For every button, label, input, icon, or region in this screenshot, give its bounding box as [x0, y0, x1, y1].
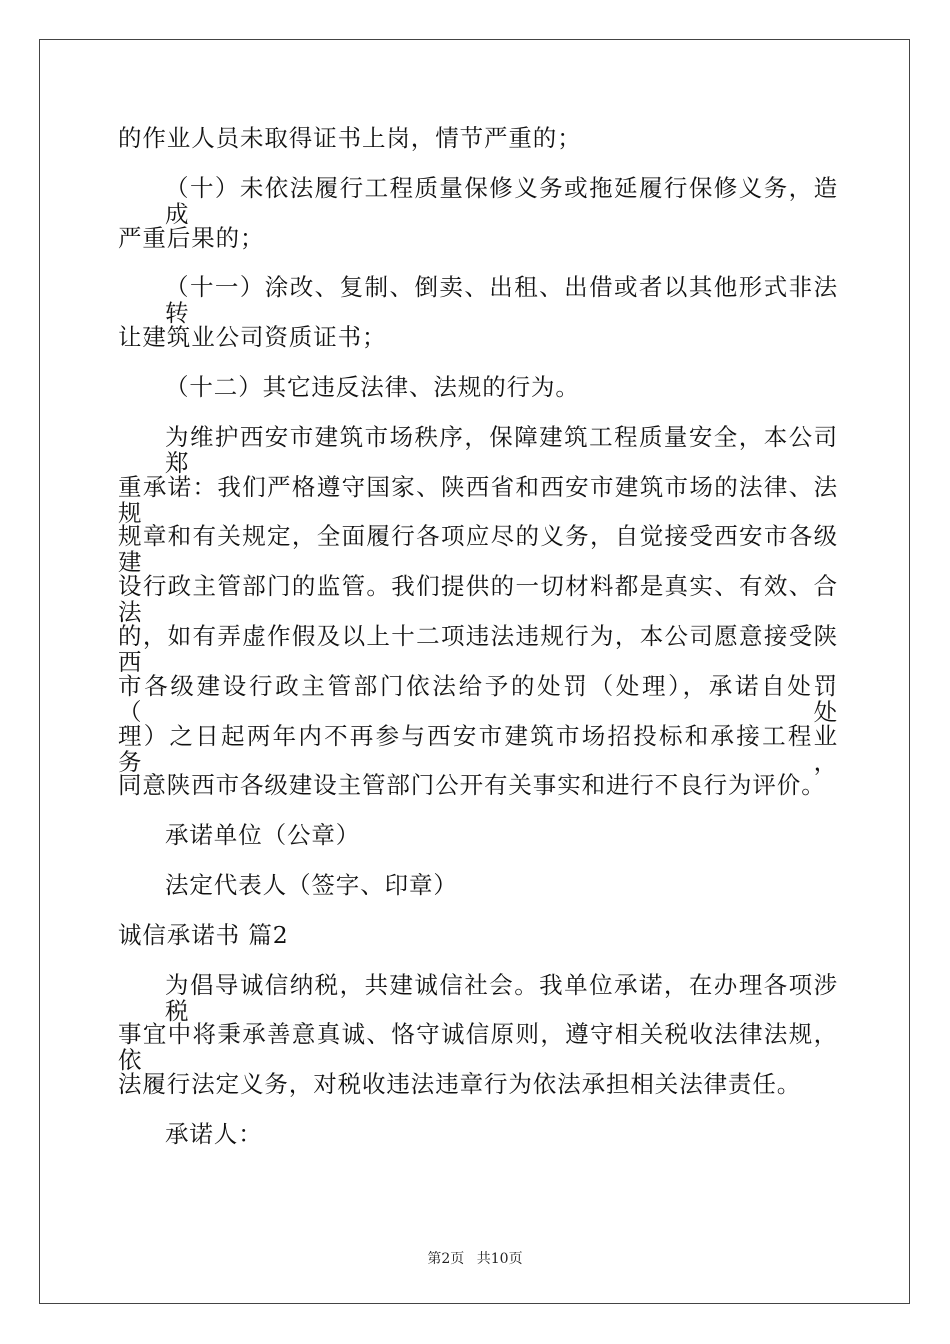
text-line: 同意陕西市各级建设主管部门公开有关事实和进行不良行为评价。 — [118, 771, 826, 800]
text-line: 为维护西安市建筑市场秩序，保障建筑工程质量安全，本公司郑 — [165, 422, 838, 477]
text-line: 法定代表人（签字、印章） — [165, 870, 458, 899]
text-line: 法履行法定义务，对税收违法违章行为依法承担相关法律责任。 — [118, 1070, 802, 1099]
text-line: （十二）其它违反法律、法规的行为。 — [165, 372, 580, 401]
text-line: 规章和有关规定，全面履行各项应尽的义务，自觉接受西安市各级建 — [118, 522, 838, 577]
text-line: 的作业人员未取得证书上岗，情节严重的； — [118, 124, 582, 152]
text-line: 承诺人： — [165, 1119, 263, 1148]
text-line: 市各级建设行政主管部门依法给予的处罚（处理），承诺自处罚（处 — [118, 671, 838, 726]
text-line: （十）未依法履行工程质量保修义务或拖延履行保修义务，造成 — [165, 173, 838, 228]
text-line: 设行政主管部门的监管。我们提供的一切材料都是真实、有效、合法 — [118, 572, 838, 627]
page-number: 第2页 — [427, 1251, 465, 1267]
text-line: 承诺单位（公章） — [165, 821, 361, 850]
page-total: 共10页 — [476, 1251, 523, 1267]
page-footer — [0, 1248, 950, 1268]
text-line: 严重后果的； — [118, 223, 265, 252]
text-line: 重承诺：我们严格遵守国家、陕西省和西安市建筑市场的法律、法规 — [118, 472, 838, 527]
text-line: 的，如有弄虚作假及以上十二项违法违规行为，本公司愿意接受陕西 — [118, 621, 838, 676]
text-line: 让建筑业公司资质证书； — [118, 323, 387, 352]
text-line: 事宜中将秉承善意真诚、恪守诚信原则，遵守相关税收法律法规，依 — [118, 1020, 838, 1075]
text-line: 为倡导诚信纳税，共建诚信社会。我单位承诺，在办理各项涉税 — [165, 970, 838, 1025]
text-line: 理）之日起两年内不再参与西安市建筑市场招投标和承接工程业务， — [118, 721, 838, 776]
document-body — [118, 125, 838, 1171]
text-line: 诚信承诺书 篇2 — [118, 920, 289, 949]
text-line: （十一）涂改、复制、倒卖、出租、出借或者以其他形式非法转 — [165, 273, 838, 328]
